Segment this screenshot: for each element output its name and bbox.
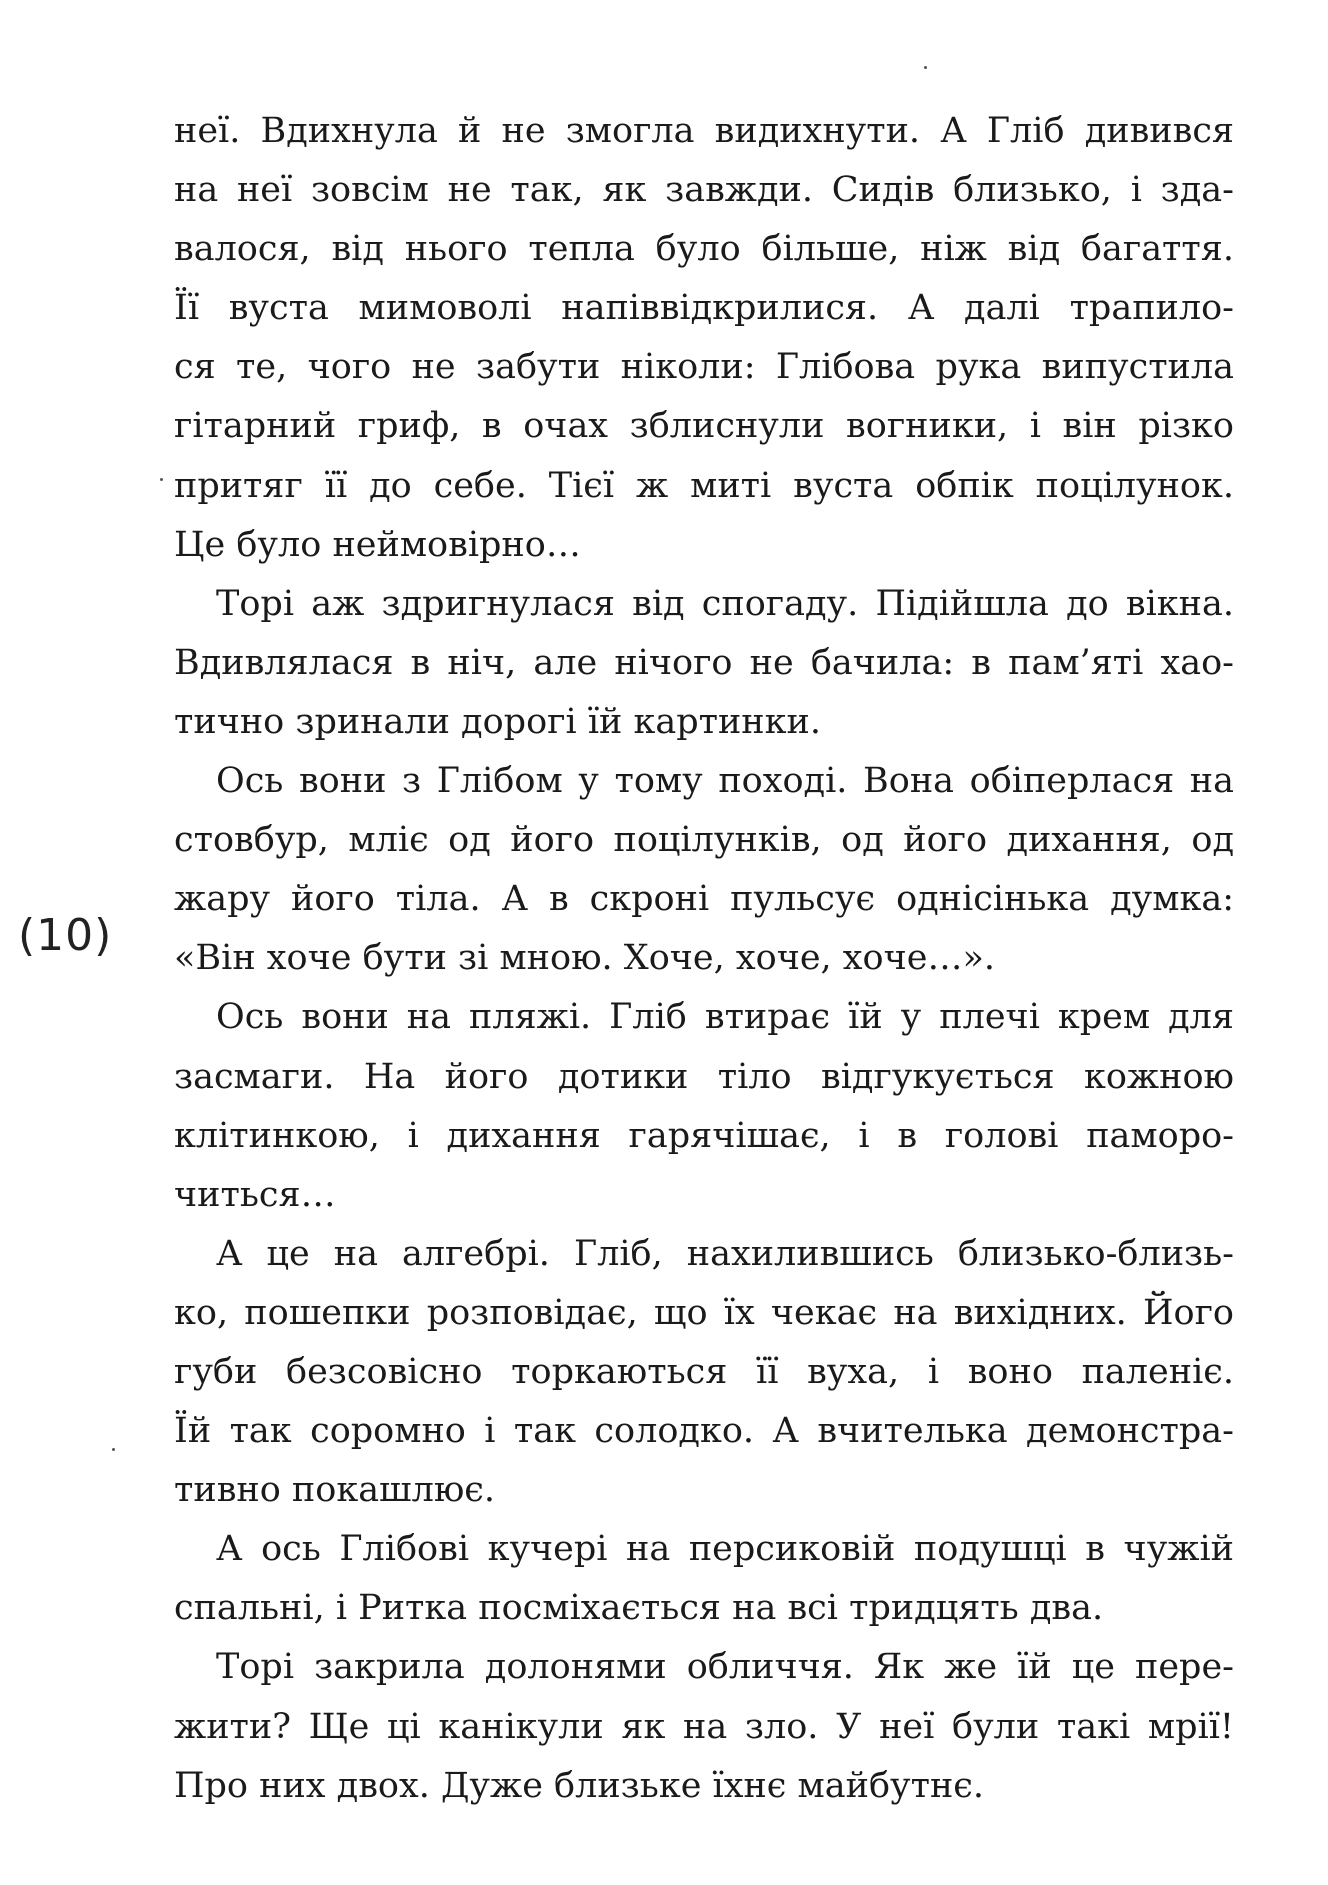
text-line: ся те, чого не забути ніколи: Глібова рука випустила [174, 347, 1234, 388]
text-line: тично зринали дорогі їй картинки. [174, 701, 821, 742]
text-line: гітарний гриф, в очах зблиснули вогники, і він різко [174, 406, 1234, 447]
text-line: «Він хоче бути зі мною. Хоче, хоче, хоче…». [174, 938, 996, 979]
scan-speck [112, 1448, 115, 1451]
text-line: жити? Ще ці канікули як на зло. У неї були такі мрії! [174, 1706, 1234, 1747]
text-line: тивно покашлює. [174, 1470, 496, 1511]
text-line: А ось Глібові кучері на персиковій подушці в чужій [216, 1529, 1234, 1570]
text-line: Торі аж здригнулася від спогаду. Підійшла до вікна. [216, 583, 1234, 624]
text-line: засмаги. На його дотики тіло відгукується кожною [174, 1056, 1234, 1097]
body-text [174, 102, 1234, 1816]
scan-speck [160, 478, 163, 481]
text-line: Про них двох. Дуже близьке їхнє майбутнє. [174, 1765, 985, 1806]
text-line: Їй так соромно і так солодко. А вчителька демонстра- [174, 1411, 1234, 1452]
text-line: Ось вони на пляжі. Гліб втирає їй у плечі крем для [216, 997, 1234, 1038]
text-line: неї. Вдихнула й не змогла видихнути. А Гліб дивився [174, 111, 1234, 151]
text-line: клітинкою, і дихання гарячішає, і в голові паморо- [174, 1115, 1234, 1156]
text-line: Вдивлялася в ніч, але нічого не бачила: в пам’яті хао- [174, 642, 1234, 683]
handwritten-page-note: (10) [18, 910, 113, 961]
text-line: валося, від нього тепла було більше, ніж від багаття. [174, 229, 1234, 270]
text-line: читься… [174, 1174, 336, 1215]
text-line: жару його тіла. А в скроні пульсує однісінька думка: [174, 879, 1234, 920]
text-line: губи безсовісно торкаються її вуха, і воно паленіє. [174, 1351, 1234, 1392]
text-line: спальні, і Ритка посміхається на всі тридцять два. [174, 1588, 1104, 1629]
text-line: Ось вони з Глібом у тому поході. Вона обіперлася на [216, 761, 1234, 802]
text-line: ко, пошепки розповідає, що їх чекає на вихідних. Його [174, 1292, 1234, 1333]
text-line: притяг її до себе. Тієї ж миті вуста обпік поцілунок. [174, 465, 1234, 506]
text-line: Її вуста мимоволі напіввідкрилися. А далі трапило- [174, 288, 1234, 329]
text-line: на неї зовсім не так, як завжди. Сидів близько, і зда- [174, 170, 1234, 211]
text-line: стовбур, мліє од його поцілунків, од його дихання, од [174, 820, 1234, 861]
text-line: Торі закрила долонями обличчя. Як же їй це пере- [216, 1647, 1234, 1688]
scan-speck [924, 66, 927, 69]
text-line: Це було неймовірно… [174, 524, 581, 565]
text-line: А це на алгебрі. Гліб, нахилившись близько-близь- [216, 1233, 1234, 1274]
